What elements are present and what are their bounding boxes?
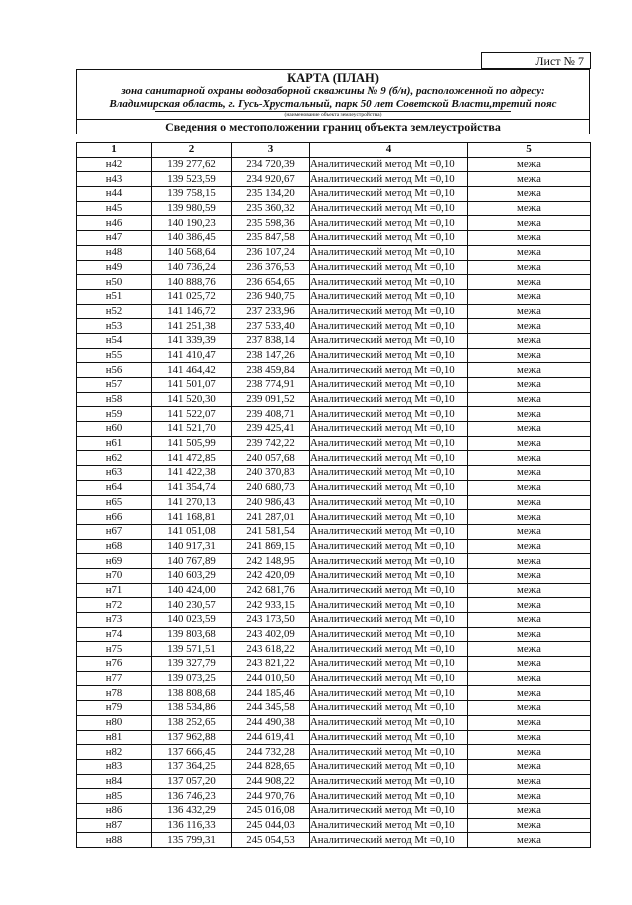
column-header: 1: [77, 143, 152, 158]
x-coordinate-cell: 140 736,24: [152, 260, 232, 275]
y-coordinate-cell: 244 908,22: [232, 774, 310, 789]
table-row: [77, 289, 591, 304]
x-coordinate-cell: 139 571,51: [152, 642, 232, 657]
x-coordinate-cell: 136 746,23: [152, 789, 232, 804]
point-id-cell: н77: [77, 671, 152, 686]
boundary-description-cell: межа: [468, 818, 591, 833]
boundary-description-cell: межа: [468, 554, 591, 569]
point-id-cell: н65: [77, 495, 152, 510]
table-row: [77, 730, 591, 745]
x-coordinate-cell: 135 799,31: [152, 833, 232, 848]
y-coordinate-cell: 239 408,71: [232, 407, 310, 422]
method-cell: Аналитический метод Mt =0,10: [310, 172, 468, 187]
table-row: [77, 275, 591, 290]
table-row: [77, 613, 591, 628]
point-id-cell: н70: [77, 568, 152, 583]
table-row: [77, 671, 591, 686]
boundary-description-cell: межа: [468, 671, 591, 686]
method-cell: Аналитический метод Mt =0,10: [310, 818, 468, 833]
table-row: [77, 627, 591, 642]
boundary-description-cell: межа: [468, 480, 591, 495]
table-row: [77, 319, 591, 334]
y-coordinate-cell: 237 233,96: [232, 304, 310, 319]
x-coordinate-cell: 139 073,25: [152, 671, 232, 686]
boundary-description-cell: межа: [468, 774, 591, 789]
boundary-description-cell: межа: [468, 613, 591, 628]
point-id-cell: н76: [77, 657, 152, 672]
x-coordinate-cell: 140 603,29: [152, 568, 232, 583]
y-coordinate-cell: 243 618,22: [232, 642, 310, 657]
boundary-description-cell: межа: [468, 157, 591, 172]
point-id-cell: н81: [77, 730, 152, 745]
x-coordinate-cell: 138 534,86: [152, 701, 232, 716]
x-coordinate-cell: 140 424,00: [152, 583, 232, 598]
x-coordinate-cell: 141 501,07: [152, 378, 232, 393]
y-coordinate-cell: 241 581,54: [232, 524, 310, 539]
boundary-description-cell: межа: [468, 451, 591, 466]
table-row: [77, 201, 591, 216]
method-cell: Аналитический метод Mt =0,10: [310, 657, 468, 672]
method-cell: Аналитический метод Mt =0,10: [310, 583, 468, 598]
x-coordinate-cell: 141 505,99: [152, 436, 232, 451]
method-cell: Аналитический метод Mt =0,10: [310, 216, 468, 231]
point-id-cell: н67: [77, 524, 152, 539]
point-id-cell: н55: [77, 348, 152, 363]
table-row: [77, 745, 591, 760]
column-header: 5: [468, 143, 591, 158]
method-cell: Аналитический метод Mt =0,10: [310, 510, 468, 525]
point-id-cell: н63: [77, 466, 152, 481]
point-id-cell: н61: [77, 436, 152, 451]
table-row: [77, 392, 591, 407]
point-id-cell: н74: [77, 627, 152, 642]
method-cell: Аналитический метод Mt =0,10: [310, 157, 468, 172]
y-coordinate-cell: 239 425,41: [232, 422, 310, 437]
method-cell: Аналитический метод Mt =0,10: [310, 407, 468, 422]
method-cell: Аналитический метод Mt =0,10: [310, 686, 468, 701]
table-row: [77, 701, 591, 716]
x-coordinate-cell: 141 521,70: [152, 422, 232, 437]
y-coordinate-cell: 235 134,20: [232, 187, 310, 202]
method-cell: Аналитический метод Mt =0,10: [310, 319, 468, 334]
point-id-cell: н47: [77, 231, 152, 246]
table-row: [77, 436, 591, 451]
x-coordinate-cell: 141 339,39: [152, 333, 232, 348]
boundary-description-cell: межа: [468, 701, 591, 716]
table-row: [77, 422, 591, 437]
table-row: [77, 554, 591, 569]
x-coordinate-cell: 139 980,59: [152, 201, 232, 216]
y-coordinate-cell: 240 057,68: [232, 451, 310, 466]
x-coordinate-cell: 141 051,08: [152, 524, 232, 539]
x-coordinate-cell: 141 472,85: [152, 451, 232, 466]
table-row: [77, 598, 591, 613]
y-coordinate-cell: 244 732,28: [232, 745, 310, 760]
point-id-cell: н48: [77, 245, 152, 260]
boundary-description-cell: межа: [468, 378, 591, 393]
method-cell: Аналитический метод Mt =0,10: [310, 715, 468, 730]
boundary-description-cell: межа: [468, 627, 591, 642]
x-coordinate-cell: 138 808,68: [152, 686, 232, 701]
method-cell: Аналитический метод Mt =0,10: [310, 304, 468, 319]
table-header-row: [77, 143, 591, 158]
y-coordinate-cell: 236 376,53: [232, 260, 310, 275]
x-coordinate-cell: 141 270,13: [152, 495, 232, 510]
point-id-cell: н44: [77, 187, 152, 202]
object-description-line-1: зона санитарной охраны водозаборной скважины № 9 (б/н), расположенной по адресу:: [121, 85, 545, 97]
y-coordinate-cell: 244 345,58: [232, 701, 310, 716]
object-description-line-2: Владимирская область, г. Гусь-Хрустальный, парк 50 лет Советской Власти,третий пояс: [109, 98, 557, 110]
point-id-cell: н53: [77, 319, 152, 334]
x-coordinate-cell: 139 758,15: [152, 187, 232, 202]
x-coordinate-cell: 136 116,33: [152, 818, 232, 833]
y-coordinate-cell: 236 107,24: [232, 245, 310, 260]
y-coordinate-cell: 240 680,73: [232, 480, 310, 495]
boundary-description-cell: межа: [468, 642, 591, 657]
sheet-number: Лист № 7: [481, 52, 591, 69]
method-cell: Аналитический метод Mt =0,10: [310, 480, 468, 495]
y-coordinate-cell: 244 010,50: [232, 671, 310, 686]
table-row: [77, 510, 591, 525]
table-row: [77, 495, 591, 510]
boundary-description-cell: межа: [468, 289, 591, 304]
x-coordinate-cell: 139 523,59: [152, 172, 232, 187]
table-row: [77, 407, 591, 422]
boundary-description-cell: межа: [468, 216, 591, 231]
point-id-cell: н87: [77, 818, 152, 833]
x-coordinate-cell: 141 168,81: [152, 510, 232, 525]
boundary-description-cell: межа: [468, 759, 591, 774]
y-coordinate-cell: 244 490,38: [232, 715, 310, 730]
boundary-description-cell: межа: [468, 304, 591, 319]
y-coordinate-cell: 236 654,65: [232, 275, 310, 290]
y-coordinate-cell: 235 598,36: [232, 216, 310, 231]
point-id-cell: н57: [77, 378, 152, 393]
point-id-cell: н46: [77, 216, 152, 231]
x-coordinate-cell: 141 520,30: [152, 392, 232, 407]
method-cell: Аналитический метод Mt =0,10: [310, 745, 468, 760]
table-row: [77, 172, 591, 187]
x-coordinate-cell: 141 025,72: [152, 289, 232, 304]
y-coordinate-cell: 240 986,43: [232, 495, 310, 510]
boundary-description-cell: межа: [468, 568, 591, 583]
point-id-cell: н60: [77, 422, 152, 437]
point-id-cell: н80: [77, 715, 152, 730]
boundary-description-cell: межа: [468, 803, 591, 818]
y-coordinate-cell: 243 402,09: [232, 627, 310, 642]
method-cell: Аналитический метод Mt =0,10: [310, 333, 468, 348]
point-id-cell: н58: [77, 392, 152, 407]
point-id-cell: н73: [77, 613, 152, 628]
boundary-description-cell: межа: [468, 598, 591, 613]
x-coordinate-cell: 137 666,45: [152, 745, 232, 760]
y-coordinate-cell: 245 044,03: [232, 818, 310, 833]
y-coordinate-cell: 243 173,50: [232, 613, 310, 628]
boundary-description-cell: межа: [468, 524, 591, 539]
y-coordinate-cell: 234 720,39: [232, 157, 310, 172]
point-id-cell: н64: [77, 480, 152, 495]
table-row: [77, 304, 591, 319]
x-coordinate-cell: 136 432,29: [152, 803, 232, 818]
table-row: [77, 363, 591, 378]
x-coordinate-cell: 140 888,76: [152, 275, 232, 290]
boundary-description-cell: межа: [468, 260, 591, 275]
column-header: 3: [232, 143, 310, 158]
y-coordinate-cell: 244 828,65: [232, 759, 310, 774]
point-id-cell: н85: [77, 789, 152, 804]
method-cell: Аналитический метод Mt =0,10: [310, 275, 468, 290]
table-row: [77, 231, 591, 246]
point-id-cell: н42: [77, 157, 152, 172]
method-cell: Аналитический метод Mt =0,10: [310, 730, 468, 745]
table-row: [77, 759, 591, 774]
x-coordinate-cell: 140 230,57: [152, 598, 232, 613]
document-header: [76, 69, 590, 134]
point-id-cell: н78: [77, 686, 152, 701]
y-coordinate-cell: 238 459,84: [232, 363, 310, 378]
method-cell: Аналитический метод Mt =0,10: [310, 803, 468, 818]
point-id-cell: н56: [77, 363, 152, 378]
method-cell: Аналитический метод Mt =0,10: [310, 774, 468, 789]
table-row: [77, 833, 591, 848]
x-coordinate-cell: 141 251,38: [152, 319, 232, 334]
x-coordinate-cell: 140 023,59: [152, 613, 232, 628]
x-coordinate-cell: 141 464,42: [152, 363, 232, 378]
y-coordinate-cell: 237 838,14: [232, 333, 310, 348]
method-cell: Аналитический метод Mt =0,10: [310, 789, 468, 804]
table-row: [77, 686, 591, 701]
boundary-description-cell: межа: [468, 583, 591, 598]
y-coordinate-cell: 242 681,76: [232, 583, 310, 598]
method-cell: Аналитический метод Mt =0,10: [310, 422, 468, 437]
table-row: [77, 260, 591, 275]
method-cell: Аналитический метод Mt =0,10: [310, 627, 468, 642]
x-coordinate-cell: 138 252,65: [152, 715, 232, 730]
x-coordinate-cell: 140 190,23: [152, 216, 232, 231]
table-row: [77, 480, 591, 495]
point-id-cell: н45: [77, 201, 152, 216]
x-coordinate-cell: 141 522,07: [152, 407, 232, 422]
x-coordinate-cell: 141 422,38: [152, 466, 232, 481]
boundary-description-cell: межа: [468, 422, 591, 437]
table-row: [77, 642, 591, 657]
point-id-cell: н79: [77, 701, 152, 716]
method-cell: Аналитический метод Mt =0,10: [310, 187, 468, 202]
table-row: [77, 657, 591, 672]
method-cell: Аналитический метод Mt =0,10: [310, 466, 468, 481]
column-header: 2: [152, 143, 232, 158]
table-row: [77, 803, 591, 818]
y-coordinate-cell: 236 940,75: [232, 289, 310, 304]
boundary-description-cell: межа: [468, 319, 591, 334]
table-row: [77, 378, 591, 393]
y-coordinate-cell: 245 054,53: [232, 833, 310, 848]
table-row: [77, 715, 591, 730]
y-coordinate-cell: 241 287,01: [232, 510, 310, 525]
y-coordinate-cell: 239 742,22: [232, 436, 310, 451]
y-coordinate-cell: 243 821,22: [232, 657, 310, 672]
point-id-cell: н66: [77, 510, 152, 525]
method-cell: Аналитический метод Mt =0,10: [310, 451, 468, 466]
x-coordinate-cell: 141 146,72: [152, 304, 232, 319]
point-id-cell: н49: [77, 260, 152, 275]
point-id-cell: н50: [77, 275, 152, 290]
boundary-description-cell: межа: [468, 407, 591, 422]
y-coordinate-cell: 237 533,40: [232, 319, 310, 334]
y-coordinate-cell: 238 774,91: [232, 378, 310, 393]
boundary-description-cell: межа: [468, 245, 591, 260]
method-cell: Аналитический метод Mt =0,10: [310, 598, 468, 613]
method-cell: Аналитический метод Mt =0,10: [310, 642, 468, 657]
boundary-coordinates-table: [76, 142, 591, 848]
point-id-cell: н62: [77, 451, 152, 466]
table-row: [77, 348, 591, 363]
y-coordinate-cell: 242 148,95: [232, 554, 310, 569]
table-body: [77, 157, 591, 847]
table-row: [77, 583, 591, 598]
boundary-description-cell: межа: [468, 715, 591, 730]
point-id-cell: н54: [77, 333, 152, 348]
x-coordinate-cell: 140 767,89: [152, 554, 232, 569]
point-id-cell: н59: [77, 407, 152, 422]
boundary-description-cell: межа: [468, 172, 591, 187]
x-coordinate-cell: 140 386,45: [152, 231, 232, 246]
point-id-cell: н52: [77, 304, 152, 319]
point-id-cell: н84: [77, 774, 152, 789]
x-coordinate-cell: 137 364,25: [152, 759, 232, 774]
boundary-description-cell: межа: [468, 686, 591, 701]
y-coordinate-cell: 242 420,09: [232, 568, 310, 583]
method-cell: Аналитический метод Mt =0,10: [310, 289, 468, 304]
x-coordinate-cell: 139 327,79: [152, 657, 232, 672]
table-row: [77, 157, 591, 172]
method-cell: Аналитический метод Mt =0,10: [310, 260, 468, 275]
method-cell: Аналитический метод Mt =0,10: [310, 495, 468, 510]
point-id-cell: н75: [77, 642, 152, 657]
point-id-cell: н69: [77, 554, 152, 569]
method-cell: Аналитический метод Mt =0,10: [310, 524, 468, 539]
y-coordinate-cell: 241 869,15: [232, 539, 310, 554]
point-id-cell: н86: [77, 803, 152, 818]
boundary-description-cell: межа: [468, 348, 591, 363]
y-coordinate-cell: 245 016,08: [232, 803, 310, 818]
boundary-description-cell: межа: [468, 392, 591, 407]
table-row: [77, 524, 591, 539]
boundary-description-cell: межа: [468, 495, 591, 510]
table-row: [77, 466, 591, 481]
boundary-description-cell: межа: [468, 275, 591, 290]
method-cell: Аналитический метод Mt =0,10: [310, 701, 468, 716]
document-title: КАРТА (ПЛАН): [287, 71, 379, 85]
y-coordinate-cell: 239 091,52: [232, 392, 310, 407]
method-cell: Аналитический метод Mt =0,10: [310, 378, 468, 393]
x-coordinate-cell: 140 568,64: [152, 245, 232, 260]
x-coordinate-cell: 137 057,20: [152, 774, 232, 789]
boundary-description-cell: межа: [468, 231, 591, 246]
x-coordinate-cell: 140 917,31: [152, 539, 232, 554]
method-cell: Аналитический метод Mt =0,10: [310, 436, 468, 451]
point-id-cell: н72: [77, 598, 152, 613]
table-row: [77, 216, 591, 231]
boundary-description-cell: межа: [468, 745, 591, 760]
x-coordinate-cell: 137 962,88: [152, 730, 232, 745]
boundary-description-cell: межа: [468, 510, 591, 525]
table-row: [77, 245, 591, 260]
table-row: [77, 333, 591, 348]
point-id-cell: н71: [77, 583, 152, 598]
table-row: [77, 568, 591, 583]
point-id-cell: н51: [77, 289, 152, 304]
y-coordinate-cell: 235 360,32: [232, 201, 310, 216]
boundary-description-cell: межа: [468, 730, 591, 745]
y-coordinate-cell: 244 970,76: [232, 789, 310, 804]
method-cell: Аналитический метод Mt =0,10: [310, 554, 468, 569]
boundary-description-cell: межа: [468, 833, 591, 848]
boundary-description-cell: межа: [468, 187, 591, 202]
method-cell: Аналитический метод Mt =0,10: [310, 201, 468, 216]
table-row: [77, 789, 591, 804]
x-coordinate-cell: 139 803,68: [152, 627, 232, 642]
object-caption: (наименование объекта землеустройства): [155, 111, 511, 119]
point-id-cell: н88: [77, 833, 152, 848]
table-row: [77, 539, 591, 554]
method-cell: Аналитический метод Mt =0,10: [310, 759, 468, 774]
method-cell: Аналитический метод Mt =0,10: [310, 539, 468, 554]
method-cell: Аналитический метод Mt =0,10: [310, 671, 468, 686]
y-coordinate-cell: 244 185,46: [232, 686, 310, 701]
y-coordinate-cell: 242 933,15: [232, 598, 310, 613]
boundary-description-cell: межа: [468, 466, 591, 481]
x-coordinate-cell: 141 354,74: [152, 480, 232, 495]
method-cell: Аналитический метод Mt =0,10: [310, 363, 468, 378]
point-id-cell: н68: [77, 539, 152, 554]
method-cell: Аналитический метод Mt =0,10: [310, 613, 468, 628]
y-coordinate-cell: 234 920,67: [232, 172, 310, 187]
point-id-cell: н82: [77, 745, 152, 760]
y-coordinate-cell: 235 847,58: [232, 231, 310, 246]
boundary-description-cell: межа: [468, 436, 591, 451]
column-header: 4: [310, 143, 468, 158]
point-id-cell: н83: [77, 759, 152, 774]
x-coordinate-cell: 139 277,62: [152, 157, 232, 172]
table-row: [77, 451, 591, 466]
method-cell: Аналитический метод Mt =0,10: [310, 231, 468, 246]
x-coordinate-cell: 141 410,47: [152, 348, 232, 363]
table-row: [77, 818, 591, 833]
boundary-description-cell: межа: [468, 363, 591, 378]
point-id-cell: н43: [77, 172, 152, 187]
section-title: Сведения о местоположении границ объекта землеустройства: [77, 119, 589, 134]
y-coordinate-cell: 240 370,83: [232, 466, 310, 481]
method-cell: Аналитический метод Mt =0,10: [310, 392, 468, 407]
method-cell: Аналитический метод Mt =0,10: [310, 245, 468, 260]
method-cell: Аналитический метод Mt =0,10: [310, 568, 468, 583]
y-coordinate-cell: 244 619,41: [232, 730, 310, 745]
y-coordinate-cell: 238 147,26: [232, 348, 310, 363]
boundary-description-cell: межа: [468, 539, 591, 554]
method-cell: Аналитический метод Mt =0,10: [310, 833, 468, 848]
boundary-description-cell: межа: [468, 657, 591, 672]
method-cell: Аналитический метод Mt =0,10: [310, 348, 468, 363]
boundary-description-cell: межа: [468, 201, 591, 216]
boundary-description-cell: межа: [468, 333, 591, 348]
boundary-description-cell: межа: [468, 789, 591, 804]
table-row: [77, 774, 591, 789]
table-row: [77, 187, 591, 202]
